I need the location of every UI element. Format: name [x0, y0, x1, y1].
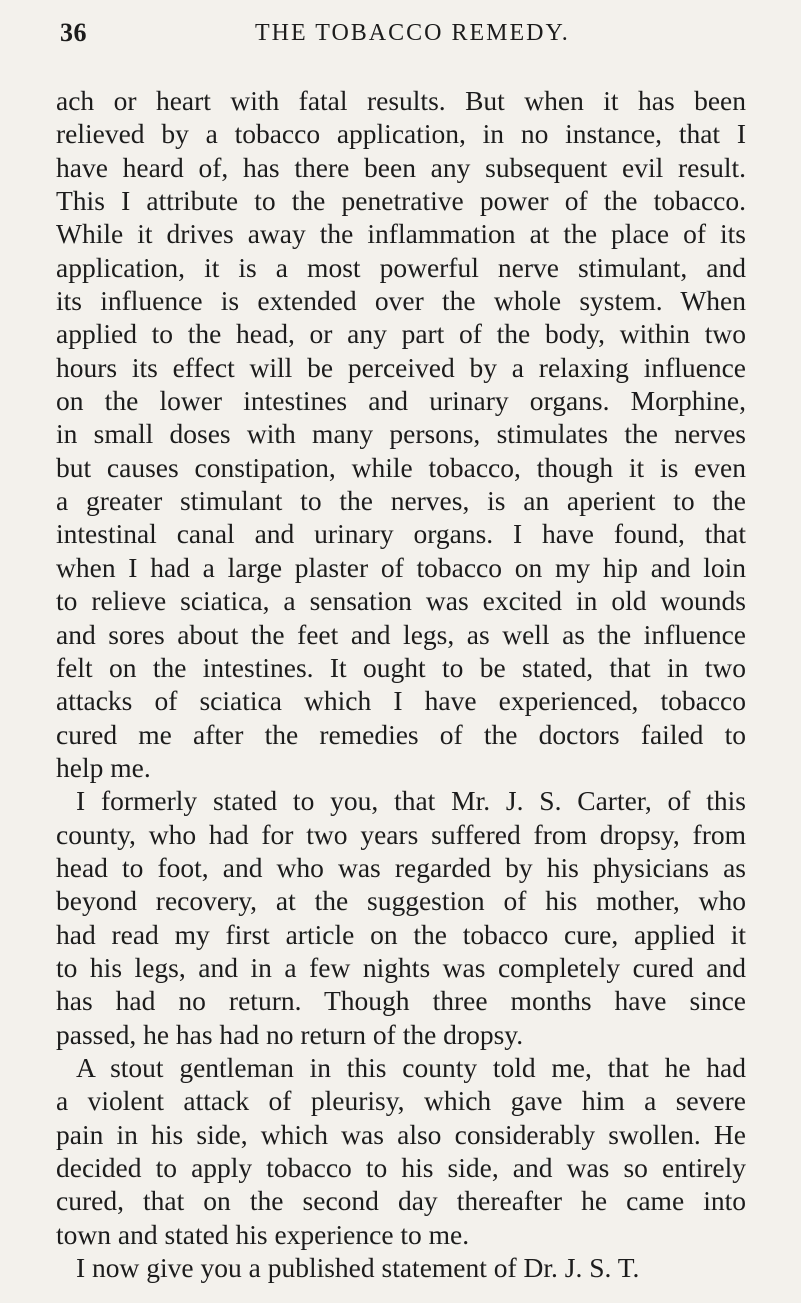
text-line: While it drives away the inflammation at the place of its [56, 218, 746, 250]
text-line: intestinal canal and urinary organs. I have found, that [56, 518, 746, 550]
text-line: county, who had for two years suffered from dropsy, from [56, 818, 746, 850]
text-line: ach or heart with fatal results. But when it has been [56, 85, 746, 116]
text-line: a greater stimulant to the nerves, is an aperient to the [56, 485, 746, 517]
paragraph-end-line: help me. [56, 751, 151, 783]
text-line: when I had a large plaster of tobacco on my hip and loin [56, 551, 746, 583]
text-line: head to foot, and who was regarded by his physicians as [56, 851, 746, 883]
running-title: THE TOBACCO REMEDY. [255, 20, 570, 46]
text-line: cured, that on the second day thereafter he came into [56, 1185, 746, 1217]
text-line: to his legs, and in a few nights was completely cured and [56, 951, 746, 983]
paragraph-end-line: passed, he has had no return of the dropsy. [56, 1018, 524, 1050]
text-line: relieved by a tobacco application, in no instance, that I [56, 118, 746, 150]
text-line: hours its effect will be perceived by a relaxing influence [56, 351, 746, 383]
text-line: This I attribute to the penetrative power of the tobacco. [56, 185, 746, 217]
text-line: attacks of sciatica which I have experienced, tobacco [56, 685, 746, 717]
text-line: a violent attack of pleurisy, which gave him a severe [56, 1085, 746, 1117]
paragraph-end-line: town and stated his experience to me. [56, 1218, 470, 1250]
text-line: had read my first article on the tobacco cure, applied it [56, 918, 746, 950]
text-line: applied to the head, or any part of the body, within two [56, 318, 746, 350]
text-line: have heard of, has there been any subsequent evil result. [56, 151, 746, 183]
text-line: and sores about the feet and legs, as well as the influence [56, 618, 746, 650]
paragraph-start-line: A stout gentleman in this county told me, that he had [76, 1051, 746, 1083]
paragraph-start-line: I formerly stated to you, that Mr. J. S. Carter, of this [76, 785, 746, 817]
text-line: on the lower intestines and urinary organs. Morphine, [56, 385, 746, 417]
text-line: but causes constipation, while tobacco, though it is even [56, 451, 746, 483]
text-line: in small doses with many persons, stimulates the nerves [56, 418, 746, 450]
text-line: its influence is extended over the whole system. When [56, 285, 746, 317]
paragraph-start-line: I now give you a published statement of Dr. J. S. T. [76, 1252, 640, 1284]
text-line: felt on the intestines. It ought to be stated, that in two [56, 651, 746, 683]
text-line: cured me after the remedies of the doctors failed to [56, 718, 746, 750]
running-head [60, 18, 745, 54]
text-line: to relieve sciatica, a sensation was excited in old wounds [56, 585, 746, 617]
text-line: pain in his side, which was also considerably swollen. He [56, 1118, 746, 1150]
text-line: has had no return. Though three months have since [56, 985, 746, 1017]
text-line: beyond recovery, at the suggestion of his mother, who [56, 885, 746, 917]
text-line: decided to apply tobacco to his side, and was so entirely [56, 1152, 746, 1183]
text-line: application, it is a most powerful nerve stimulant, and [56, 251, 746, 283]
page-number: 36 [60, 18, 87, 47]
body-text [56, 84, 746, 1284]
